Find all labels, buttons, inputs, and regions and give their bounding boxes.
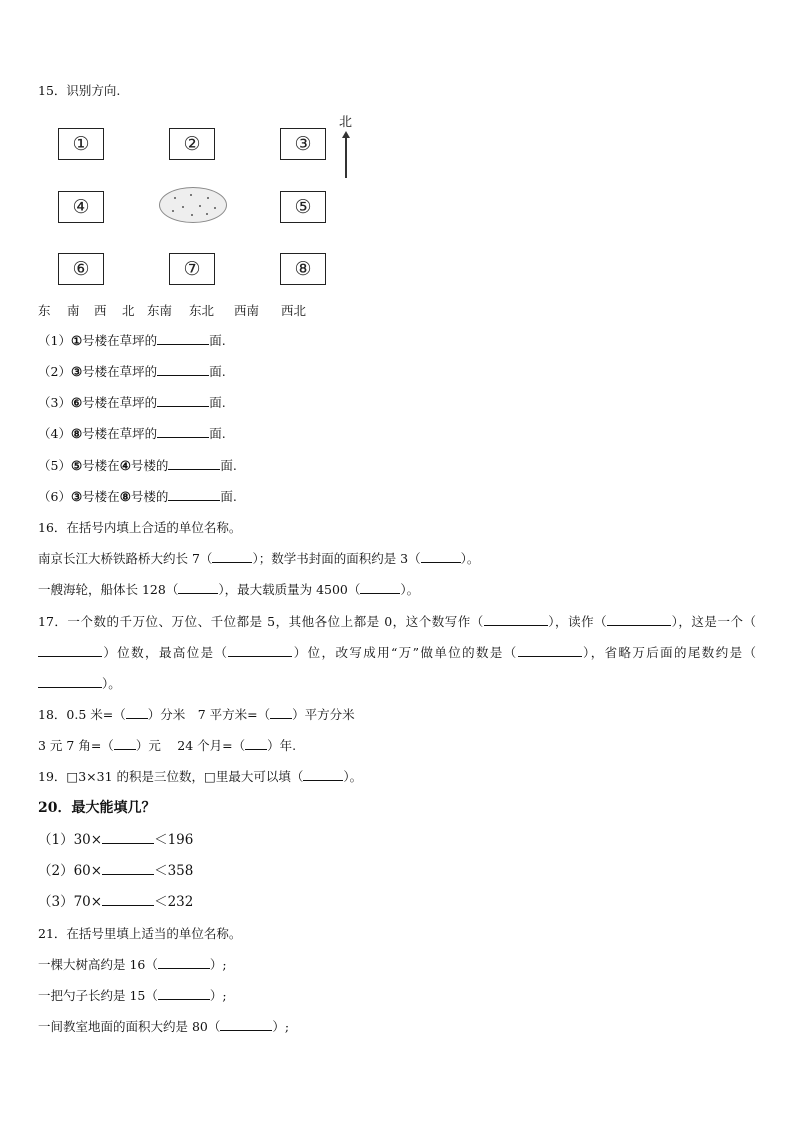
q21-item-3: 一间教室地面的面积大约是 80（ ）; — [38, 1019, 290, 1034]
answer-blank[interactable] — [303, 768, 343, 781]
answer-blank[interactable] — [270, 706, 292, 719]
q21-title: 21．在括号里填上适当的单位名称。 — [38, 926, 242, 941]
direction-option: 东 — [38, 303, 51, 318]
building-7-box: ⑦ — [169, 253, 215, 285]
answer-blank[interactable] — [157, 394, 209, 407]
answer-blank[interactable] — [114, 737, 136, 750]
q21-item-2: 一把勺子长约是 15（ ）; — [38, 988, 227, 1003]
q17-paragraph: 17．一个数的千万位、万位、千位都是 5，其他各位上都是 0，这个数写作（ ），读作（ ），这是一个（）位数，最高位是（ ）位，改写成用“万”做单位的数是（ ），省略万后面的尾数约是（）。 — [38, 614, 756, 691]
q15-item-1: （1）①号楼在草坪的 面. — [38, 333, 226, 348]
direction-option: 南 — [67, 303, 80, 318]
lawn-ellipse — [159, 187, 227, 223]
answer-blank[interactable] — [158, 987, 210, 1000]
north-arrow-shaft — [345, 135, 347, 178]
q15-item-3: （3）⑥号楼在草坪的 面. — [38, 395, 226, 410]
q16-title: 16．在括号内填上合适的单位名称。 — [38, 520, 242, 535]
answer-blank[interactable] — [228, 644, 292, 657]
answer-blank[interactable] — [126, 706, 148, 719]
answer-blank[interactable] — [607, 613, 671, 626]
answer-blank[interactable] — [157, 425, 209, 438]
answer-blank[interactable] — [158, 956, 210, 969]
answer-blank[interactable] — [518, 644, 582, 657]
building-5-box: ⑤ — [280, 191, 326, 223]
answer-blank[interactable] — [421, 550, 461, 563]
direction-option: 北 — [122, 303, 135, 318]
direction-option: 东北 — [189, 303, 215, 318]
building-6-box: ⑥ — [58, 253, 104, 285]
direction-option: 西南 — [234, 303, 260, 318]
q16-line-1: 南京长江大桥铁路桥大约长 7（ ）；数学书封面的面积约是 3（ ）。 — [38, 551, 480, 566]
answer-blank[interactable] — [360, 581, 400, 594]
building-4-box: ④ — [58, 191, 104, 223]
answer-blank[interactable] — [102, 893, 154, 906]
q15-item-2: （2）③号楼在草坪的 面. — [38, 364, 226, 379]
answer-blank[interactable] — [157, 363, 209, 376]
q15-item-6: （6）③号楼在⑧号楼的 面. — [38, 489, 237, 504]
q16-line-2: 一艘海轮，船体长 128（ ），最大载质量为 4500（ ）。 — [38, 582, 420, 597]
answer-blank[interactable] — [484, 613, 548, 626]
answer-blank[interactable] — [102, 831, 154, 844]
q19-line: 19．□3×31 的积是三位数，□里最大可以填（ ）。 — [38, 769, 363, 784]
q15-item-5: （5）⑤号楼在④号楼的 面. — [38, 458, 237, 473]
answer-blank[interactable] — [212, 550, 252, 563]
answer-blank[interactable] — [168, 488, 220, 501]
direction-option: 西 — [94, 303, 107, 318]
answer-blank[interactable] — [168, 457, 220, 470]
q20-item-2: （2）60× ＜358 — [38, 863, 194, 879]
answer-blank[interactable] — [157, 332, 209, 345]
north-label: 北 — [339, 115, 353, 130]
building-8-box: ⑧ — [280, 253, 326, 285]
q15-title: 15．识别方向. — [38, 83, 121, 98]
q21-item-1: 一棵大树高约是 16（ ）; — [38, 957, 227, 972]
q20-item-1: （1）30× ＜196 — [38, 832, 194, 848]
answer-blank[interactable] — [178, 581, 218, 594]
building-2-box: ② — [169, 128, 215, 160]
answer-blank[interactable] — [102, 862, 154, 875]
building-1-box: ① — [58, 128, 104, 160]
direction-option: 西北 — [281, 303, 307, 318]
answer-blank[interactable] — [245, 737, 267, 750]
q18-line-1: 18．0.5 米=（ ）分米 7 平方米=（ ）平方分米 — [38, 707, 355, 722]
answer-blank[interactable] — [38, 644, 102, 657]
q15-item-4: （4）⑧号楼在草坪的 面. — [38, 426, 226, 441]
q20-item-3: （3）70× ＜232 — [38, 894, 194, 910]
building-3-box: ③ — [280, 128, 326, 160]
answer-blank[interactable] — [220, 1018, 272, 1031]
q20-title: 20．最大能填几？ — [38, 800, 156, 816]
direction-option: 东南 — [147, 303, 173, 318]
answer-blank[interactable] — [38, 675, 102, 688]
q18-line-2: 3 元 7 角=（ ）元 24 个月=（ ）年. — [38, 738, 297, 753]
